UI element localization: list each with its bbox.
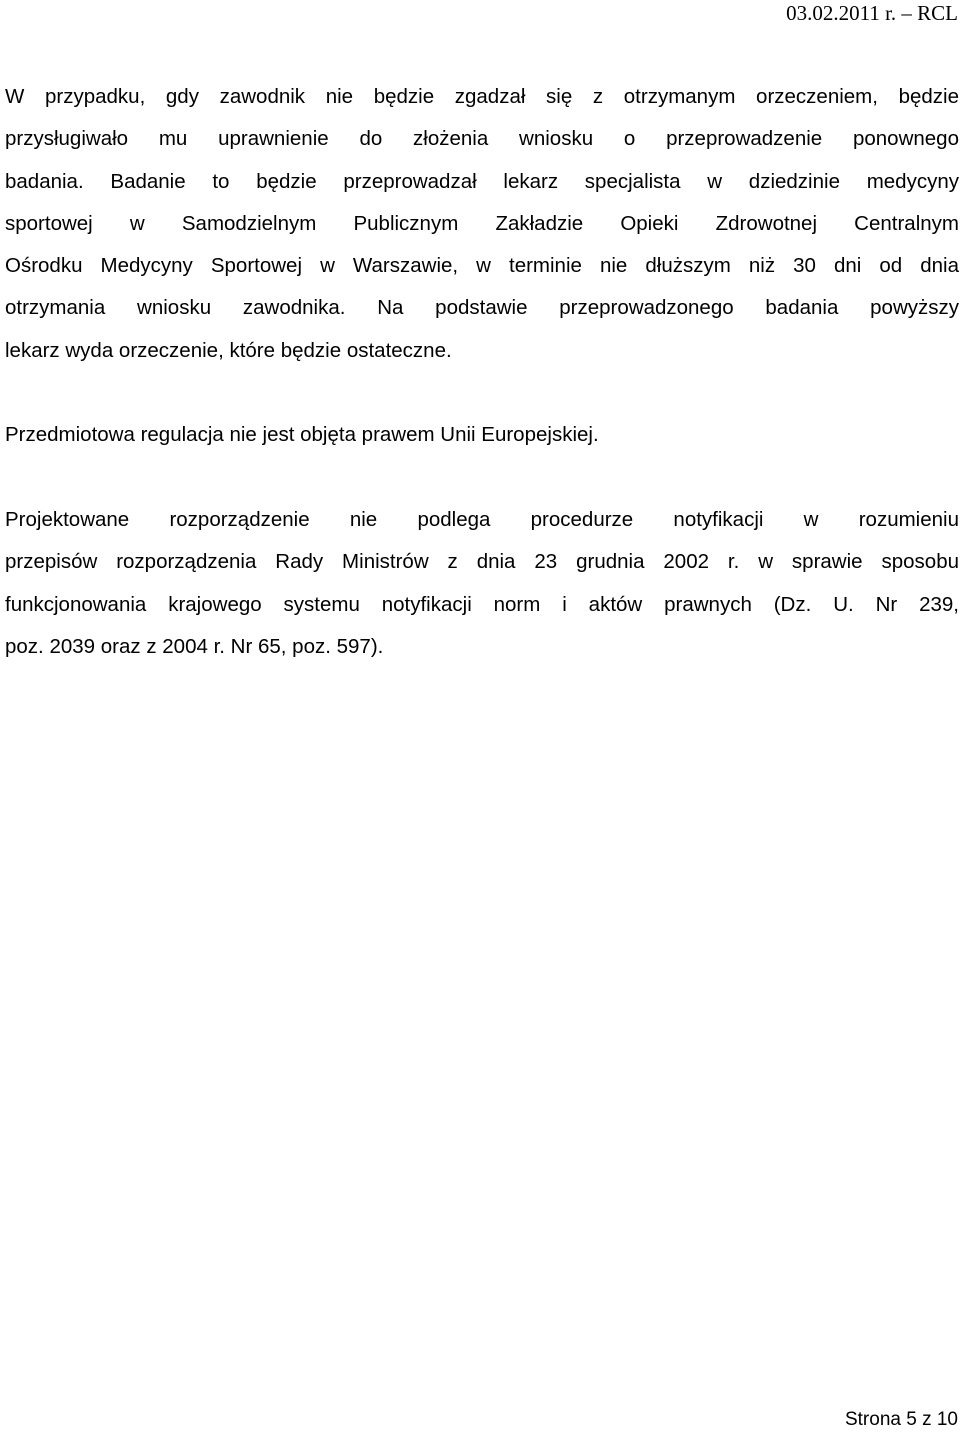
text-line: przepisów rozporządzenia Rady Ministrów z dnia 23 grudnia 2002 r. w sprawie sposobu — [5, 550, 959, 574]
text-line: badania. Badanie to będzie przeprowadzał lekarz specjalista w dziedzinie medycyny — [5, 169, 959, 193]
text-line: poz. 2039 oraz z 2004 r. Nr 65, poz. 597). — [5, 634, 384, 658]
page-header-date: 03.02.2011 r. – RCL — [786, 1, 958, 25]
text-line: W przypadku, gdy zawodnik nie będzie zgadzał się z otrzymanym orzeczeniem, będzie — [5, 85, 959, 108]
text-line: Projektowane rozporządzenie nie podlega procedurze notyfikacji w rozumieniu — [5, 507, 959, 531]
paragraph-2 — [5, 414, 959, 456]
document-body — [5, 76, 959, 668]
text-line: funkcjonowania krajowego systemu notyfikacji norm i aktów prawnych (Dz. U. Nr 239, — [5, 592, 959, 616]
text-line: Przedmiotowa regulacja nie jest objęta prawem Unii Europejskiej. — [5, 423, 599, 447]
text-line: Ośrodku Medycyny Sportowej w Warszawie, w terminie nie dłuższym niż 30 dni od dnia — [5, 254, 959, 278]
text-line: przysługiwało mu uprawnienie do złożenia wniosku o przeprowadzenie ponownego — [5, 127, 959, 151]
text-line: sportowej w Samodzielnym Publicznym Zakładzie Opieki Zdrowotnej Centralnym — [5, 211, 959, 235]
page-number: Strona 5 z 10 — [844, 1409, 958, 1430]
paragraph-1 — [5, 76, 959, 372]
text-line: lekarz wyda orzeczenie, które będzie ostateczne. — [5, 338, 452, 362]
text-line: otrzymania wniosku zawodnika. Na podstawie przeprowadzonego badania powyższy — [5, 296, 959, 320]
paragraph-3 — [5, 499, 959, 668]
